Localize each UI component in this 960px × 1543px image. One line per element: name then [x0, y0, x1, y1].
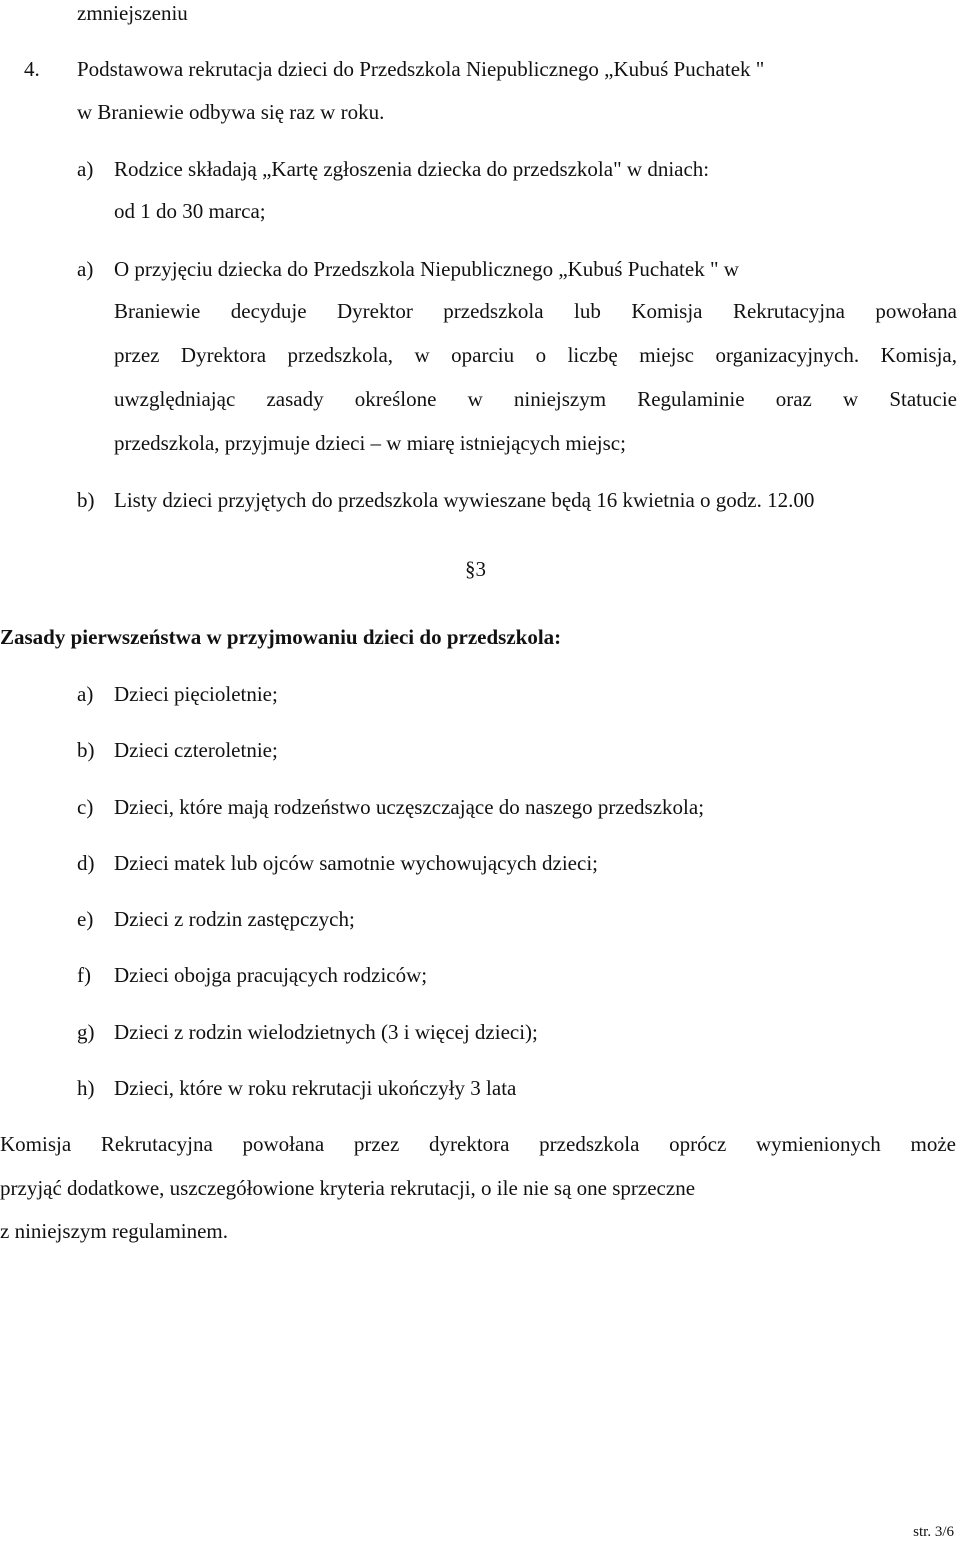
criteria-item: Dzieci, które mają rodzeństwo uczęszczające do naszego przedszkola;: [114, 795, 705, 819]
criteria-item: Dzieci z rodzin zastępczych;: [114, 907, 355, 931]
list-marker: a): [77, 257, 94, 281]
list-item-text: Braniewie decyduje Dyrektor przedszkola lub Komisja Rekrutacyjna powołana: [114, 299, 957, 323]
list-item-text: uwzględniając zasady określone w niniejszym Regulaminie oraz w Statucie: [114, 387, 957, 411]
item-4-number: 4.: [24, 57, 40, 81]
list-item-text: [114, 256, 954, 282]
list-marker: a): [77, 157, 94, 181]
list-marker: d): [77, 851, 95, 875]
list-marker: h): [77, 1076, 95, 1100]
closing-paragraph-line: z niniejszym regulaminem.: [0, 1219, 229, 1243]
page-number: str. 3/6: [913, 1524, 954, 1540]
item-4-text-line-2: w Braniewie odbywa się raz w roku.: [77, 100, 385, 124]
closing-paragraph-line: Komisja Rekrutacyjna powołana przez dyrektora przedszkola oprócz wymienionych może: [0, 1132, 956, 1156]
section-heading: Zasady pierwszeństwa w przyjmowaniu dzieci do przedszkola:: [0, 625, 562, 649]
criteria-item: Dzieci matek lub ojców samotnie wychowujących dzieci;: [114, 851, 598, 875]
list-item-text: Rodzice składają „Kartę zgłoszenia dziecka do przedszkola" w dniach:: [114, 157, 710, 181]
section-sign: §3: [465, 557, 486, 581]
text-line: O przyjęciu dziecka do Przedszkola Niepublicznego „Kubuś Puchatek " w: [114, 257, 739, 281]
list-item-text: od 1 do 30 marca;: [114, 199, 266, 223]
list-item-text: przedszkola, przyjmuje dzieci – w miarę istniejących miejsc;: [114, 431, 626, 455]
item-4-text-line-1: Podstawowa rekrutacja dzieci do Przedszkola Niepublicznego „Kubuś Puchatek ": [77, 57, 765, 81]
closing-paragraph-line: przyjąć dodatkowe, uszczegółowione kryteria rekrutacji, o ile nie są one sprzeczne: [0, 1176, 696, 1200]
criteria-item: Dzieci czteroletnie;: [114, 738, 278, 762]
criteria-item: Dzieci z rodzin wielodzietnych (3 i więcej dzieci);: [114, 1020, 538, 1044]
list-marker: e): [77, 907, 94, 931]
list-marker: a): [77, 682, 94, 706]
list-item-text: przez Dyrektora przedszkola, w oparciu o liczbę miejsc organizacyjnych. Komisja,: [114, 343, 957, 367]
criteria-item: Dzieci pięcioletnie;: [114, 682, 278, 706]
list-marker: f): [77, 963, 91, 987]
list-marker: b): [77, 488, 95, 512]
list-item-text: Listy dzieci przyjętych do przedszkola wywieszane będą 16 kwietnia o godz. 12.00: [114, 488, 815, 512]
criteria-item: Dzieci, które w roku rekrutacji ukończyły 3 lata: [114, 1076, 517, 1100]
list-marker: b): [77, 738, 95, 762]
criteria-item: Dzieci obojga pracujących rodziców;: [114, 963, 428, 987]
list-marker: c): [77, 795, 94, 819]
list-marker: g): [77, 1020, 95, 1044]
continuation-text: zmniejszeniu: [77, 1, 188, 25]
